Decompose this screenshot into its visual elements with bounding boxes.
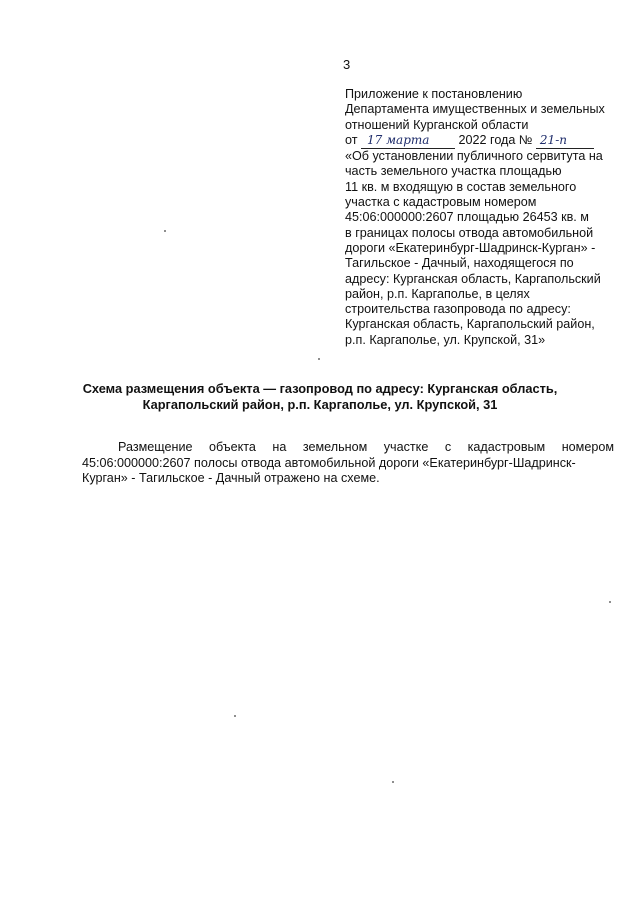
appendix-subject-line: 45:06:000000:2607 площадью 26453 кв. м xyxy=(345,210,589,225)
handwritten-number: 21-п xyxy=(536,133,594,149)
body-line: 45:06:000000:2607 полосы отвода автомобильной дороги «Екатеринбург-Шадринск- xyxy=(82,455,576,470)
appendix-header xyxy=(345,87,617,348)
appendix-subject-line: р.п. Каргаполье, ул. Крупской, 31» xyxy=(345,332,546,347)
date-prefix: от xyxy=(345,132,358,147)
appendix-subject-line: район, р.п. Каргаполье, в целях xyxy=(345,286,530,301)
appendix-date-line xyxy=(345,133,617,149)
title-line: Схема размещения объекта — газопровод по адресу: Курганская область, xyxy=(82,381,558,396)
appendix-subject-line: дороги «Екатеринбург-Шадринск-Курган» - xyxy=(345,240,596,255)
page-number: 3 xyxy=(343,57,351,72)
document-title xyxy=(40,381,600,413)
scan-speck xyxy=(609,601,611,603)
appendix-subject-line: Тагильское - Дачный, находящегося по xyxy=(345,256,574,271)
appendix-line: Приложение к постановлению xyxy=(345,87,523,101)
scan-speck xyxy=(234,715,236,717)
scan-speck xyxy=(392,781,394,783)
appendix-subject-line: в границах полосы отвода автомобильной xyxy=(345,225,594,240)
handwritten-date: 17 марта xyxy=(361,133,455,149)
body-line: Размещение объекта на земельном участке с кадастровым номером xyxy=(118,440,614,454)
appendix-subject-line: строительства газопровода по адресу: xyxy=(345,302,571,317)
body-paragraph xyxy=(82,440,614,487)
year-text: 2022 года № xyxy=(458,132,533,147)
appendix-subject-line: участка с кадастровым номером xyxy=(345,195,537,210)
appendix-line: отношений Курганской области xyxy=(345,117,529,132)
body-line: Курган» - Тагильское - Дачный отражено на схеме. xyxy=(82,471,380,485)
appendix-subject-line: часть земельного участка площадью xyxy=(345,164,562,179)
appendix-subject-line: 11 кв. м входящую в состав земельного xyxy=(345,179,577,194)
appendix-subject-line: «Об установлении публичного сервитута на xyxy=(345,149,603,164)
scan-speck xyxy=(164,230,166,232)
appendix-subject-line: адресу: Курганская область, Каргапольский xyxy=(345,271,601,286)
title-line: Каргапольский район, р.п. Каргаполье, ул. Крупской, 31 xyxy=(142,397,498,412)
appendix-line: Департамента имущественных и земельных xyxy=(345,102,605,117)
appendix-subject-line: Курганская область, Каргапольский район, xyxy=(345,317,595,332)
scan-speck xyxy=(318,358,320,360)
